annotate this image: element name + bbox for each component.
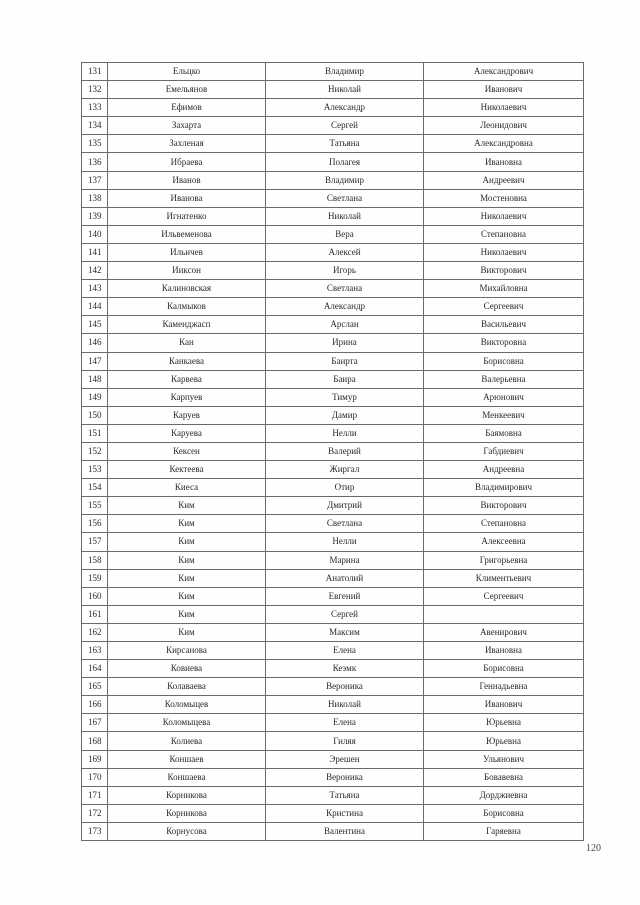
last-name-cell: Кан (108, 334, 266, 352)
table-row (82, 786, 584, 804)
first-name-cell: Дмитрий (266, 497, 424, 515)
row-number-cell: 165 (82, 678, 108, 696)
patronymic-cell: Мостеновна (424, 189, 584, 207)
first-name-cell: Нелли (266, 533, 424, 551)
table-row (82, 334, 584, 352)
last-name-cell: Ким (108, 551, 266, 569)
patronymic-cell: Арюнович (424, 388, 584, 406)
table-row (82, 569, 584, 587)
row-number-cell: 142 (82, 262, 108, 280)
first-name-cell: Вероника (266, 768, 424, 786)
last-name-cell: Канкаева (108, 352, 266, 370)
first-name-cell: Марина (266, 551, 424, 569)
row-number-cell: 156 (82, 515, 108, 533)
row-number-cell: 162 (82, 623, 108, 641)
row-number-cell: 158 (82, 551, 108, 569)
patronymic-cell: Юрьевна (424, 714, 584, 732)
patronymic-cell: Николаевич (424, 207, 584, 225)
row-number-cell: 131 (82, 63, 108, 81)
first-name-cell: Валерий (266, 442, 424, 460)
first-name-cell: Кристина (266, 804, 424, 822)
last-name-cell: Каменджасп (108, 316, 266, 334)
last-name-cell: Ким (108, 515, 266, 533)
table-row (82, 642, 584, 660)
last-name-cell: Ильичев (108, 243, 266, 261)
patronymic-cell: Гаряевна (424, 822, 584, 840)
row-number-cell: 161 (82, 605, 108, 623)
row-number-cell: 166 (82, 696, 108, 714)
row-number-cell: 164 (82, 660, 108, 678)
first-name-cell: Светлана (266, 515, 424, 533)
first-name-cell: Александр (266, 99, 424, 117)
patronymic-cell (424, 605, 584, 623)
last-name-cell: Ким (108, 587, 266, 605)
last-name-cell: Колаваева (108, 678, 266, 696)
last-name-cell: Иванов (108, 171, 266, 189)
table-row (82, 605, 584, 623)
table-row (82, 696, 584, 714)
last-name-cell: Ииксон (108, 262, 266, 280)
row-number-cell: 144 (82, 298, 108, 316)
table-row (82, 587, 584, 605)
patronymic-cell: Ивановна (424, 153, 584, 171)
name-table (81, 62, 584, 841)
last-name-cell: Калиновская (108, 280, 266, 298)
first-name-cell: Елена (266, 642, 424, 660)
last-name-cell: Каруев (108, 406, 266, 424)
table-row (82, 768, 584, 786)
page-number: 120 (586, 843, 601, 854)
row-number-cell: 134 (82, 117, 108, 135)
first-name-cell: Светлана (266, 189, 424, 207)
table-row (82, 316, 584, 334)
first-name-cell: Татьяна (266, 135, 424, 153)
last-name-cell: Ельцко (108, 63, 266, 81)
last-name-cell: Ильвеменова (108, 225, 266, 243)
row-number-cell: 172 (82, 804, 108, 822)
table-row (82, 497, 584, 515)
table-row (82, 262, 584, 280)
first-name-cell: Валентина (266, 822, 424, 840)
last-name-cell: Корникова (108, 786, 266, 804)
last-name-cell: Ким (108, 569, 266, 587)
row-number-cell: 147 (82, 352, 108, 370)
row-number-cell: 132 (82, 81, 108, 99)
row-number-cell: 140 (82, 225, 108, 243)
first-name-cell: Эрешен (266, 750, 424, 768)
last-name-cell: Карпуев (108, 388, 266, 406)
table-row (82, 660, 584, 678)
first-name-cell: Николай (266, 207, 424, 225)
patronymic-cell: Григорьевна (424, 551, 584, 569)
row-number-cell: 137 (82, 171, 108, 189)
row-number-cell: 154 (82, 479, 108, 497)
patronymic-cell: Габдиевич (424, 442, 584, 460)
first-name-cell: Гиляя (266, 732, 424, 750)
row-number-cell: 139 (82, 207, 108, 225)
patronymic-cell: Баямовна (424, 424, 584, 442)
first-name-cell: Вероника (266, 678, 424, 696)
table-row (82, 551, 584, 569)
row-number-cell: 133 (82, 99, 108, 117)
patronymic-cell: Степановна (424, 515, 584, 533)
patronymic-cell: Сергеевич (424, 298, 584, 316)
row-number-cell: 146 (82, 334, 108, 352)
table-row (82, 714, 584, 732)
first-name-cell: Евгений (266, 587, 424, 605)
last-name-cell: Захленая (108, 135, 266, 153)
patronymic-cell: Валерьевна (424, 370, 584, 388)
row-number-cell: 149 (82, 388, 108, 406)
last-name-cell: Захарта (108, 117, 266, 135)
first-name-cell: Кеэмк (266, 660, 424, 678)
last-name-cell: Иванова (108, 189, 266, 207)
row-number-cell: 173 (82, 822, 108, 840)
first-name-cell: Владимир (266, 171, 424, 189)
table-row (82, 804, 584, 822)
table-row (82, 225, 584, 243)
row-number-cell: 151 (82, 424, 108, 442)
first-name-cell: Игорь (266, 262, 424, 280)
row-number-cell: 150 (82, 406, 108, 424)
last-name-cell: Ким (108, 605, 266, 623)
row-number-cell: 153 (82, 461, 108, 479)
table-row (82, 207, 584, 225)
row-number-cell: 145 (82, 316, 108, 334)
patronymic-cell: Викторович (424, 262, 584, 280)
patronymic-cell: Климентьевич (424, 569, 584, 587)
row-number-cell: 138 (82, 189, 108, 207)
first-name-cell: Максим (266, 623, 424, 641)
row-number-cell: 143 (82, 280, 108, 298)
table-row (82, 678, 584, 696)
first-name-cell: Елена (266, 714, 424, 732)
row-number-cell: 167 (82, 714, 108, 732)
last-name-cell: Киеса (108, 479, 266, 497)
row-number-cell: 135 (82, 135, 108, 153)
table-row (82, 63, 584, 81)
first-name-cell: Тимур (266, 388, 424, 406)
table-row (82, 424, 584, 442)
last-name-cell: Ким (108, 497, 266, 515)
last-name-cell: Коломыцев (108, 696, 266, 714)
last-name-cell: Коломыцева (108, 714, 266, 732)
patronymic-cell: Алексеевна (424, 533, 584, 551)
last-name-cell: Ким (108, 623, 266, 641)
patronymic-cell: Иванович (424, 81, 584, 99)
first-name-cell: Отир (266, 479, 424, 497)
patronymic-cell: Леонидович (424, 117, 584, 135)
table-row (82, 135, 584, 153)
row-number-cell: 148 (82, 370, 108, 388)
last-name-cell: Коншаева (108, 768, 266, 786)
patronymic-cell: Дорджиевна (424, 786, 584, 804)
patronymic-cell: Николаевич (424, 99, 584, 117)
table-row (82, 280, 584, 298)
table-row (82, 461, 584, 479)
patronymic-cell: Ульянович (424, 750, 584, 768)
table-row (82, 442, 584, 460)
table-row (82, 370, 584, 388)
patronymic-cell: Борисовна (424, 352, 584, 370)
first-name-cell: Арслан (266, 316, 424, 334)
last-name-cell: Каруева (108, 424, 266, 442)
last-name-cell: Коншаев (108, 750, 266, 768)
first-name-cell: Ирина (266, 334, 424, 352)
last-name-cell: Кирсанова (108, 642, 266, 660)
patronymic-cell: Бовавевна (424, 768, 584, 786)
table-row (82, 479, 584, 497)
first-name-cell: Дамир (266, 406, 424, 424)
row-number-cell: 141 (82, 243, 108, 261)
patronymic-cell: Борисовна (424, 804, 584, 822)
last-name-cell: Ефимов (108, 99, 266, 117)
patronymic-cell: Владимирович (424, 479, 584, 497)
table-row (82, 117, 584, 135)
first-name-cell: Полагея (266, 153, 424, 171)
first-name-cell: Баирта (266, 352, 424, 370)
last-name-cell: Игнатенко (108, 207, 266, 225)
row-number-cell: 171 (82, 786, 108, 804)
row-number-cell: 136 (82, 153, 108, 171)
table-row (82, 153, 584, 171)
patronymic-cell: Ивановна (424, 642, 584, 660)
first-name-cell: Вера (266, 225, 424, 243)
first-name-cell: Сергей (266, 117, 424, 135)
first-name-cell: Жиргал (266, 461, 424, 479)
first-name-cell: Светлана (266, 280, 424, 298)
first-name-cell: Александр (266, 298, 424, 316)
table-row (82, 81, 584, 99)
last-name-cell: Колиева (108, 732, 266, 750)
table-row (82, 623, 584, 641)
name-table-body (82, 63, 584, 841)
table-row (82, 298, 584, 316)
row-number-cell: 152 (82, 442, 108, 460)
patronymic-cell: Андреевич (424, 171, 584, 189)
table-row (82, 750, 584, 768)
row-number-cell: 157 (82, 533, 108, 551)
patronymic-cell: Андреевна (424, 461, 584, 479)
last-name-cell: Кексен (108, 442, 266, 460)
table-row (82, 515, 584, 533)
first-name-cell: Владимир (266, 63, 424, 81)
last-name-cell: Карвева (108, 370, 266, 388)
last-name-cell: Ковиева (108, 660, 266, 678)
row-number-cell: 170 (82, 768, 108, 786)
patronymic-cell: Авенирович (424, 623, 584, 641)
patronymic-cell: Борисовна (424, 660, 584, 678)
last-name-cell: Ким (108, 533, 266, 551)
last-name-cell: Кектеева (108, 461, 266, 479)
patronymic-cell: Сергеевич (424, 587, 584, 605)
table-row (82, 732, 584, 750)
row-number-cell: 168 (82, 732, 108, 750)
last-name-cell: Ибраева (108, 153, 266, 171)
patronymic-cell: Михайловна (424, 280, 584, 298)
patronymic-cell: Васильевич (424, 316, 584, 334)
first-name-cell: Алексей (266, 243, 424, 261)
first-name-cell: Баира (266, 370, 424, 388)
patronymic-cell: Александрович (424, 63, 584, 81)
first-name-cell: Анатолий (266, 569, 424, 587)
patronymic-cell: Иванович (424, 696, 584, 714)
patronymic-cell: Викторовна (424, 334, 584, 352)
row-number-cell: 160 (82, 587, 108, 605)
last-name-cell: Емельянов (108, 81, 266, 99)
last-name-cell: Корникова (108, 804, 266, 822)
patronymic-cell: Викторович (424, 497, 584, 515)
row-number-cell: 169 (82, 750, 108, 768)
table-row (82, 189, 584, 207)
table-row (82, 171, 584, 189)
patronymic-cell: Геннадьевна (424, 678, 584, 696)
last-name-cell: Корнусова (108, 822, 266, 840)
row-number-cell: 159 (82, 569, 108, 587)
patronymic-cell: Юрьевна (424, 732, 584, 750)
patronymic-cell: Николаевич (424, 243, 584, 261)
first-name-cell: Николай (266, 696, 424, 714)
row-number-cell: 155 (82, 497, 108, 515)
table-row (82, 822, 584, 840)
first-name-cell: Николай (266, 81, 424, 99)
first-name-cell: Нелли (266, 424, 424, 442)
table-row (82, 388, 584, 406)
table-row (82, 352, 584, 370)
patronymic-cell: Менкеевич (424, 406, 584, 424)
table-row (82, 406, 584, 424)
first-name-cell: Татьяна (266, 786, 424, 804)
last-name-cell: Калмыков (108, 298, 266, 316)
first-name-cell: Сергей (266, 605, 424, 623)
patronymic-cell: Александровна (424, 135, 584, 153)
row-number-cell: 163 (82, 642, 108, 660)
table-row (82, 533, 584, 551)
patronymic-cell: Степановна (424, 225, 584, 243)
table-row (82, 99, 584, 117)
table-row (82, 243, 584, 261)
